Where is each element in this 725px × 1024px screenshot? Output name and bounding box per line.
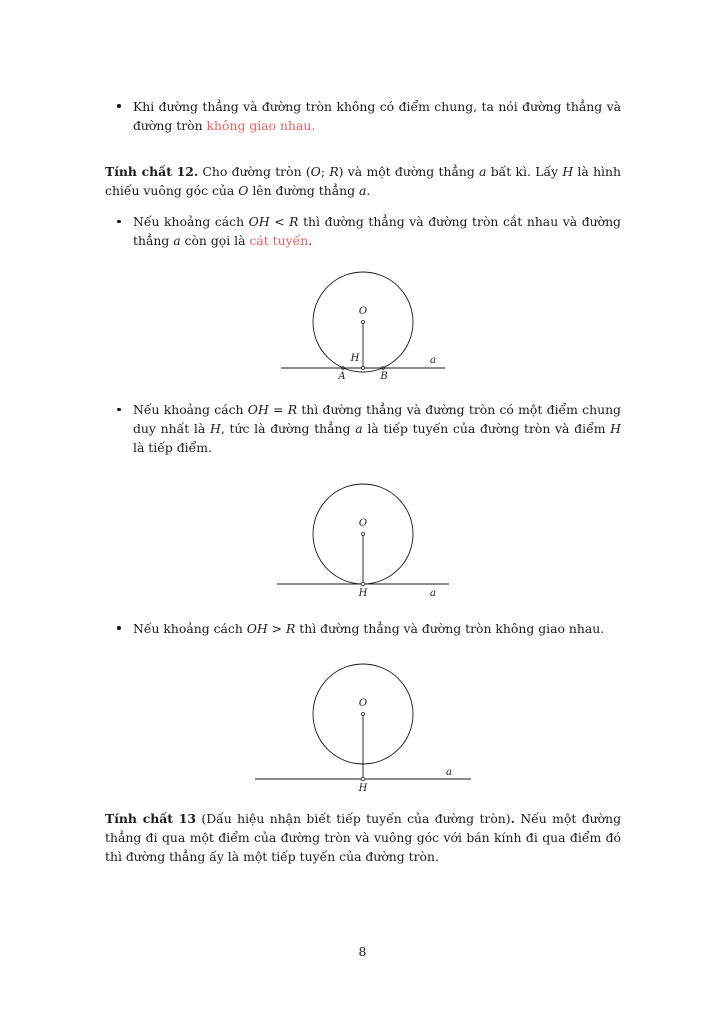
math-symbol-R: R	[286, 620, 296, 636]
text-run: bất kì. Lấy	[486, 163, 563, 179]
text-run: thì đường thẳng và đường tròn không giao nhau.	[295, 620, 605, 636]
math-symbol-a: a	[173, 233, 181, 249]
bullet-dot-icon	[117, 220, 121, 224]
page-content	[105, 98, 621, 867]
text-run: thì đường thẳng và đường tròn có một điểm chung duy nhất là	[133, 402, 621, 436]
list-item-secant	[105, 213, 621, 251]
bullet-list-intro	[105, 98, 621, 136]
label-H: H	[358, 587, 368, 599]
math-symbol-R: R	[287, 402, 298, 418]
math-symbol-a: a	[355, 420, 363, 436]
text-run: là tiếp tuyến của đường tròn và điểm	[362, 420, 611, 436]
figure-secant-svg	[263, 265, 463, 385]
math-symbol-OH: OH	[248, 214, 270, 230]
label-H: H	[358, 783, 368, 795]
text-run: thì đường thẳng và đường tròn cắt nhau và đường thẳng	[133, 214, 621, 249]
label-A: A	[338, 371, 346, 383]
point-H	[362, 367, 365, 370]
text-run: (Dấu hiệu nhận biết tiếp tuyến của đường tròn)	[196, 811, 511, 827]
label-H: H	[350, 353, 360, 365]
highlight-khong-giao-nhau: không giao nhau	[206, 117, 312, 133]
point-O	[362, 713, 365, 716]
label-line-a: a	[430, 587, 436, 599]
highlight-cat-tuyen: cát tuyến	[249, 233, 309, 249]
math-symbol-a: a	[358, 182, 367, 198]
list-item-tangent	[105, 401, 621, 458]
math-relation-eq: =	[268, 402, 288, 418]
bullet-dot-icon	[117, 626, 121, 630]
point-B	[382, 367, 385, 370]
text-run: lên đường thẳng	[248, 182, 359, 198]
figure-tangent	[105, 474, 621, 602]
math-symbol-H: H	[210, 420, 221, 436]
label-O: O	[358, 306, 368, 318]
point-A	[342, 367, 345, 370]
math-symbol-O: O	[238, 182, 249, 198]
math-relation-gt: >	[267, 620, 286, 636]
theorem-13-period: .	[510, 811, 515, 827]
point-H	[361, 778, 365, 782]
text-run: ) và một đường thẳng	[338, 163, 480, 179]
text-run: , tức là đường thẳng	[220, 420, 356, 436]
figure-disjoint	[105, 652, 621, 794]
text-run: .	[308, 233, 313, 249]
point-O	[362, 532, 365, 535]
spacer	[105, 200, 621, 213]
theorem-13-paragraph	[105, 810, 621, 867]
figure-tangent-svg	[263, 474, 463, 602]
spacer	[105, 136, 621, 148]
text-run: là tiếp điểm.	[133, 439, 212, 455]
theorem-12-label: Tính chất 12.	[105, 163, 199, 179]
label-O: O	[358, 517, 368, 529]
text-run: là hình chiếu vuông góc của	[105, 163, 621, 198]
list-item-no-intersection	[105, 98, 621, 136]
math-symbol-a: a	[479, 163, 487, 179]
text-run: ;	[320, 163, 330, 179]
theorem-13-label: Tính chất 13	[105, 811, 196, 827]
math-symbol-H: H	[610, 420, 621, 436]
bullet-list-disjoint	[105, 620, 621, 639]
math-symbol-OH: OH	[247, 402, 269, 418]
label-O: O	[358, 698, 368, 710]
text-run: Khi đường thẳng và đường tròn không có điểm chung, ta nói đường thẳng và đường tròn	[133, 99, 621, 133]
text-run: Nếu khoảng cách	[133, 214, 249, 230]
label-line-a: a	[430, 355, 436, 367]
text-run: Nếu khoảng cách	[133, 402, 248, 418]
math-symbol-OH: OH	[246, 620, 268, 636]
label-B: B	[380, 371, 388, 383]
bullet-dot-icon	[117, 104, 121, 108]
math-symbol-R: R	[289, 214, 299, 230]
figure-secant	[105, 265, 621, 385]
bullet-list-tangent	[105, 401, 621, 458]
text-run: Cho đường tròn (	[198, 163, 311, 179]
math-symbol-H: H	[562, 163, 574, 179]
point-O	[362, 321, 365, 324]
math-symbol-R: R	[329, 163, 339, 179]
text-run: Nếu một đường thẳng đi qua một điểm của đường tròn và vuông góc với bán kính đi qua điểm đó thì đường thẳng ấy là một tiếp tuyến của đường tròn.	[105, 811, 621, 865]
label-line-a: a	[446, 767, 452, 779]
theorem-12-paragraph	[105, 163, 621, 201]
text-run: .	[311, 117, 316, 133]
bullet-dot-icon	[117, 408, 121, 412]
text-run: Nếu khoảng cách	[133, 620, 247, 636]
math-relation-lt: <	[269, 214, 290, 230]
list-item-disjoint	[105, 620, 621, 639]
text-run: còn gọi là	[180, 233, 250, 249]
bullet-list-secant	[105, 213, 621, 251]
figure-disjoint-svg	[253, 652, 473, 794]
page-number: 8	[358, 944, 367, 959]
point-H	[361, 582, 365, 586]
text-run: .	[366, 182, 371, 198]
math-symbol-O: O	[310, 163, 321, 179]
